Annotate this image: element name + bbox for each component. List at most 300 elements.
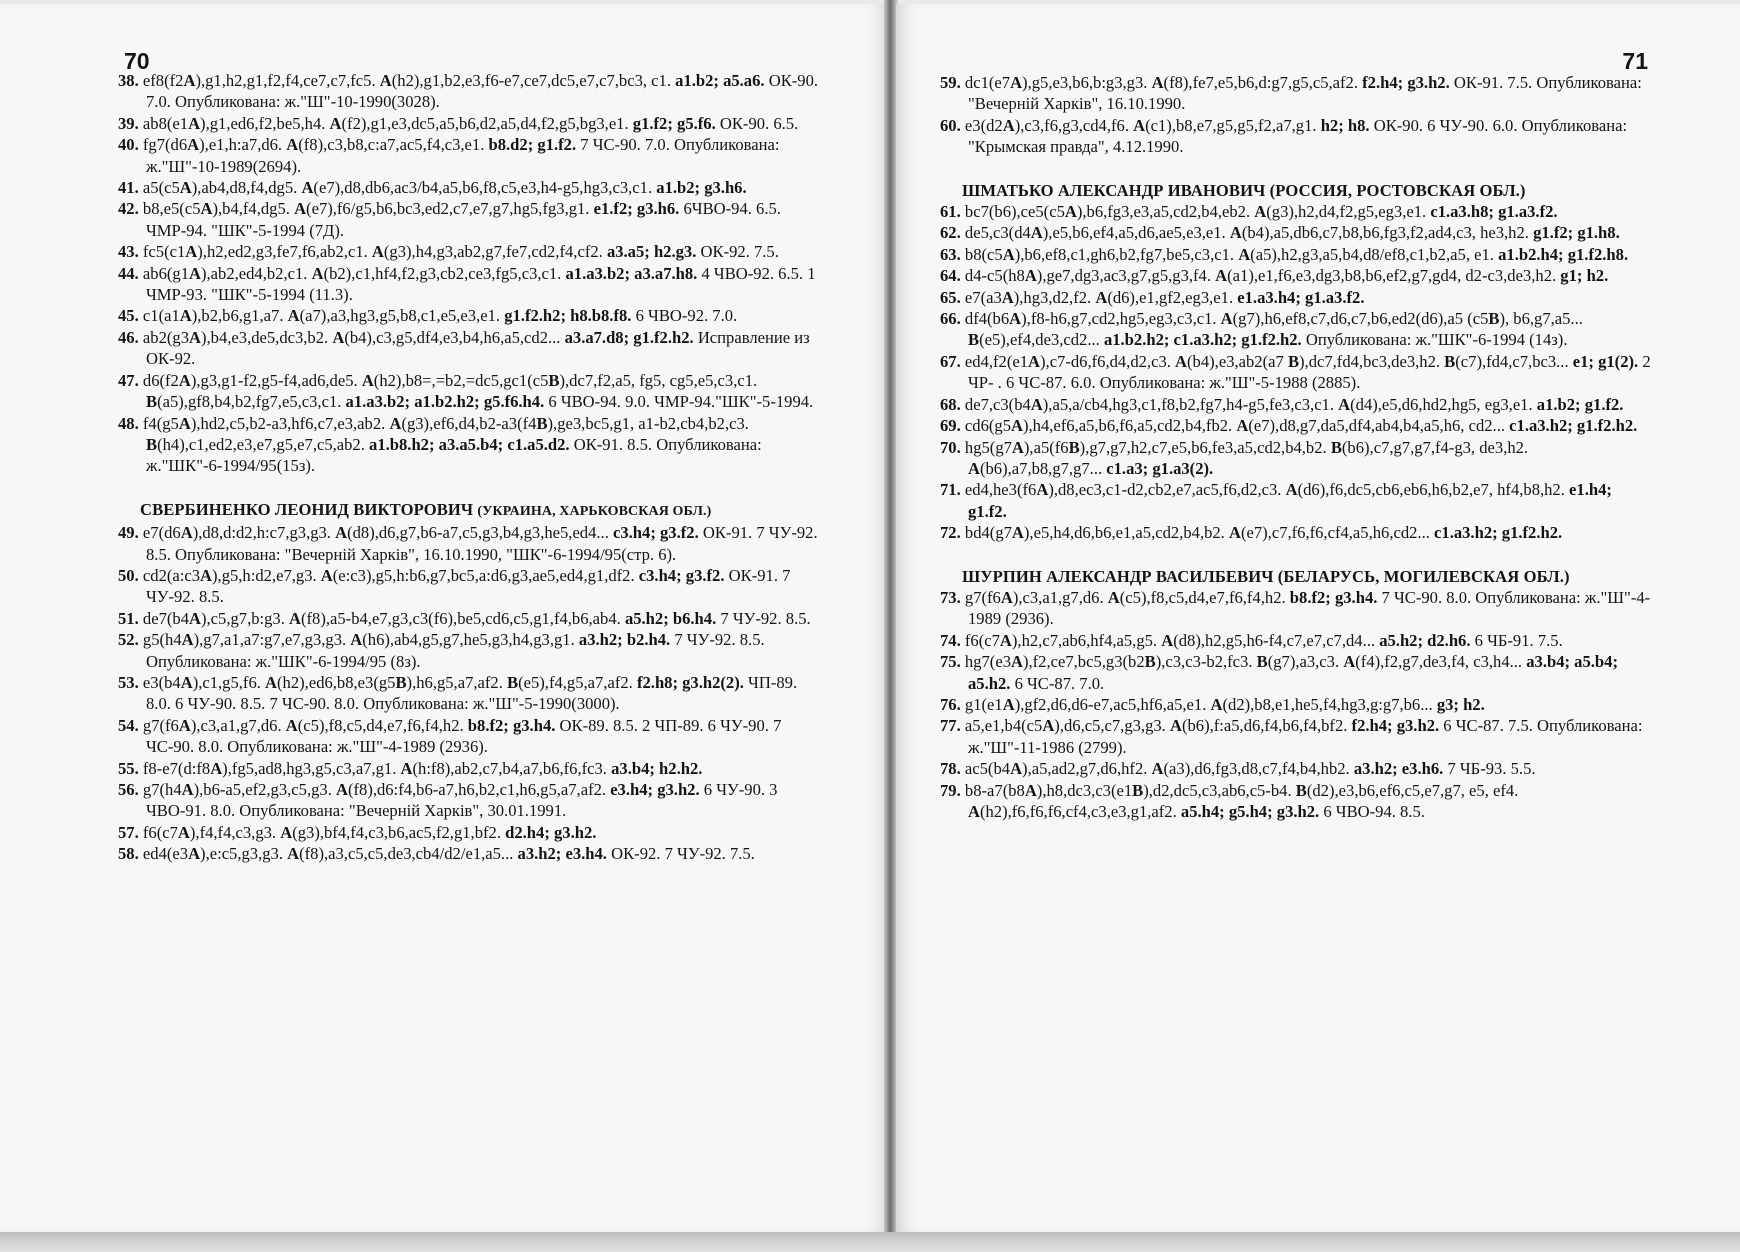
- text-segment: ),c1,g5,f6.: [192, 672, 266, 692]
- text-segment: ),f4,f4,c3,g3.: [189, 822, 281, 842]
- problem-entry: [118, 198, 823, 241]
- text-segment: (d4),e5,d6,hd2,hg5, eg3,e1.: [1350, 394, 1537, 414]
- problem-entry: [940, 415, 1653, 436]
- bold-segment: B: [1295, 780, 1307, 800]
- bold-segment: a1.b2.h2; c1.a3.h2; g1.f2.h2.: [1103, 330, 1302, 350]
- bold-segment: B: [968, 330, 980, 350]
- text-segment: g7(h4: [142, 780, 182, 799]
- problem-entry: [940, 201, 1653, 222]
- problem-entry: [118, 370, 823, 413]
- bold-segment: A: [1215, 266, 1228, 286]
- bold-segment: f2.h4; g3.h2.: [1351, 716, 1440, 736]
- text-segment: ),g1,h2,g1,f2,f4,ce7,c7,fc5.: [195, 71, 380, 90]
- text-segment: (f8),c3,b8,c:a7,ac5,f4,c3,e1.: [298, 135, 489, 155]
- left-page: [0, 4, 888, 1232]
- text-segment: 6 ЧС-87. 7.0.: [1010, 673, 1105, 693]
- text-segment: (h4),c1,ed2,e3,e7,g5,e7,c5,ab2.: [157, 434, 370, 454]
- text-segment: fg7(d6: [142, 135, 188, 155]
- text-segment: (e7),f6/g5,b6,bc3,ed2,c7,e7,g7,hg5,fg3,g1.: [306, 199, 594, 219]
- text-segment: 7 ЧУ-92. 8.5. Опубликована: ж."ШК"-6-1994/95 (8з).: [146, 630, 765, 671]
- problem-entry: [940, 694, 1653, 715]
- text-segment: 6 ЧБ-91. 7.5.: [1470, 630, 1563, 650]
- entry-number: 55.: [118, 758, 139, 778]
- text-segment: (g3),h2,d4,f2,g5,eg3,e1.: [1266, 202, 1431, 222]
- bold-segment: a3.h2; e3.h4.: [517, 844, 607, 864]
- text-segment: 4 ЧВО-92. 6.5. 1 ЧМР-93. "ШК"-5-1994 (11.3).: [146, 263, 816, 305]
- text-segment: ab6(g1: [142, 263, 189, 283]
- bold-segment: a3.a7.d8; g1.f2.h2.: [564, 327, 694, 347]
- section-heading: [962, 180, 1653, 201]
- problem-entry: [940, 758, 1653, 779]
- text-segment: ),hg3,d2,f2.: [1013, 287, 1096, 307]
- text-segment: ),g1,ed6,f2,be5,h4.: [200, 113, 330, 133]
- text-segment: f6(c7: [964, 630, 1000, 650]
- text-segment: ),d8,ec3,c1-d2,cb2,e7,ac5,f6,d2,c3.: [1048, 480, 1286, 500]
- text-segment: ac5(b4: [964, 759, 1011, 779]
- text-segment: ),b4,e3,de5,dc3,b2.: [200, 327, 333, 347]
- bold-segment: A: [188, 844, 201, 864]
- text-segment: ),h2,c7,ab6,hf4,a5,g5.: [1011, 630, 1162, 650]
- bold-segment: A: [1036, 480, 1049, 500]
- text-segment: ),dc7,fd4,bc3,de3,h2.: [1299, 351, 1445, 371]
- text-segment: ),ge7,dg3,ac3,g7,g5,g3,f4.: [1036, 266, 1216, 286]
- text-segment: fc5(c1: [142, 242, 186, 262]
- text-segment: ),b6,ef8,c1,gh6,b2,fg7,be5,c3,c1.: [1014, 244, 1239, 264]
- bold-segment: A: [1151, 73, 1164, 92]
- text-segment: e7(d6: [142, 523, 181, 543]
- bold-segment: A: [286, 135, 299, 155]
- text-segment: cd2(a:c3: [142, 565, 201, 585]
- bold-segment: A: [389, 413, 402, 433]
- text-segment: ),fg5,ad8,hg3,g5,c3,a7,g1.: [222, 758, 401, 778]
- text-segment: ),h2,ed2,g3,fe7,f6,ab2,c1.: [197, 242, 372, 262]
- text-segment: (d8),h2,g5,h6-f4,c7,e7,c7,d4...: [1173, 630, 1380, 650]
- author-name: СВЕРБИНЕНКО ЛЕОНИД ВИКТОРОВИЧ: [140, 499, 474, 519]
- text-segment: ОК-91. 7 ЧУ-92. 8.5.: [146, 565, 791, 607]
- bold-segment: A: [287, 844, 300, 864]
- bold-segment: f2.h4; g3.h2.: [1362, 73, 1450, 92]
- text-segment: ),c3,f6,g3,cd4,f6.: [1014, 115, 1134, 135]
- bold-segment: A: [999, 630, 1012, 650]
- text-segment: ),b2,b6,g1,a7.: [191, 306, 288, 326]
- bold-segment: A: [265, 672, 278, 692]
- bold-segment: A: [1011, 652, 1023, 672]
- text-segment: (d2),e3,b6,ef6,c5,e7,g7, e5, ef4.: [1306, 780, 1519, 800]
- text-segment: (c5),f8,c5,d4,e7,f6,f4,h2.: [297, 715, 468, 735]
- problem-entry: [940, 479, 1653, 522]
- entry-number: 79.: [940, 780, 961, 800]
- bold-segment: A: [177, 822, 190, 842]
- text-segment: 7 ЧБ-93. 5.5.: [1443, 759, 1536, 779]
- bold-segment: A: [181, 630, 194, 650]
- bold-segment: a3.h2; b2.h4.: [578, 630, 671, 650]
- text-segment: ),c5,g7,b:g3.: [200, 608, 290, 628]
- text-segment: ),e:c5,g3,g3.: [200, 844, 288, 864]
- bold-segment: A: [294, 199, 307, 219]
- bold-segment: A: [1010, 73, 1023, 92]
- problem-entry: [118, 822, 823, 843]
- text-segment: ),f2,ce7,bc5,g3(b2: [1022, 652, 1145, 672]
- bold-segment: A: [189, 263, 201, 283]
- bold-segment: e1.a3.h4; g1.a3.f2.: [1237, 287, 1365, 307]
- entry-number: 53.: [118, 672, 139, 692]
- text-segment: hg5(g7: [964, 437, 1012, 457]
- problem-entry: [940, 244, 1653, 265]
- bold-segment: B: [395, 672, 407, 692]
- entry-number: 40.: [118, 135, 139, 155]
- text-segment: (e5),f4,g5,a7,af2.: [518, 672, 637, 692]
- bold-segment: A: [1343, 652, 1356, 672]
- text-segment: ОК-90. 7.0. Опубликована: ж."Ш"-10-1990(3028).: [146, 71, 819, 112]
- text-segment: (b6),f:a5,d6,f4,b6,f4,bf2.: [1181, 716, 1352, 736]
- bold-segment: A: [1030, 223, 1043, 243]
- bold-segment: A: [180, 523, 193, 543]
- text-segment: hg7(e3: [964, 652, 1011, 672]
- entry-number: 43.: [118, 242, 139, 262]
- problem-entry: [118, 522, 823, 565]
- text-segment: (h2),f6,f6,f6,cf4,c3,e3,g1,af2.: [979, 802, 1181, 821]
- problem-entry: [940, 630, 1653, 651]
- text-segment: b8(c5: [964, 244, 1003, 264]
- bold-segment: A: [188, 113, 201, 133]
- bold-segment: A: [1011, 416, 1023, 436]
- entry-number: 42.: [118, 199, 139, 219]
- bold-segment: A: [1285, 480, 1298, 500]
- entry-number: 77.: [940, 716, 961, 736]
- bold-segment: A: [210, 758, 223, 778]
- bold-segment: f2.h8; g3.h2(2).: [636, 672, 744, 692]
- entry-number: 45.: [118, 306, 139, 326]
- text-segment: cd6(g5: [964, 416, 1011, 436]
- text-segment: ),b6-a5,ef2,g3,c5,g3.: [193, 780, 336, 799]
- bold-segment: a3.b4; a5.b4; a5.h2.: [968, 652, 1618, 693]
- bold-segment: a5.h4; g5.h4; g3.h2.: [1180, 802, 1320, 821]
- entry-number: 72.: [940, 523, 961, 543]
- problem-entry: [118, 263, 823, 306]
- entry-number: 76.: [940, 694, 961, 714]
- text-segment: (e:c3),g5,h:b6,g7,bc5,a:d6,g3,ae5,ed4,g1,df2.: [332, 565, 639, 585]
- bold-segment: A: [189, 327, 201, 347]
- text-segment: (f8),a5-b4,e7,g3,c3(f6),be5,cd6,c5,g1,f4,b6,ab4.: [301, 608, 625, 628]
- problem-entry: [940, 115, 1653, 158]
- bold-segment: A: [1236, 416, 1249, 436]
- bold-segment: A: [200, 199, 213, 219]
- bold-segment: A: [1161, 630, 1174, 650]
- text-segment: (c1),b8,e7,g5,g5,f2,a7,g1.: [1145, 115, 1321, 135]
- text-segment: ),c3,a1,g7,d6.: [1012, 587, 1108, 607]
- text-segment: (a3),d6,fg3,d8,c7,f4,b4,hb2.: [1163, 759, 1354, 779]
- bold-segment: B: [548, 370, 560, 390]
- text-segment: (d8),d6,g7,b6-a7,c5,g3,b4,g3,he5,ed4...: [347, 523, 613, 543]
- bold-segment: b8.f2; g3.h4.: [1289, 587, 1378, 607]
- text-segment: (e7),d8,g7,da5,df4,ab4,b4,a5,h6, cd2...: [1248, 416, 1510, 436]
- entry-number: 74.: [940, 630, 961, 650]
- bold-segment: A: [1001, 287, 1014, 307]
- page-content: [118, 70, 823, 865]
- text-segment: ab8(e1: [142, 113, 189, 133]
- entry-number: 75.: [940, 652, 961, 672]
- problem-entry: [940, 222, 1653, 243]
- text-segment: (f4),f2,g7,de3,f4, c3,h4...: [1355, 652, 1527, 672]
- text-segment: (a7),a3,hg3,g5,b8,c1,e5,e3,e1.: [299, 306, 505, 326]
- bold-segment: a1.a3.b2; a1.b2.h2; g5.f6.h4.: [345, 392, 545, 412]
- bold-segment: A: [1010, 759, 1023, 779]
- text-segment: 6 ЧВО-94. 9.0. ЧМР-94."ШК"-5-1994.: [544, 392, 814, 412]
- text-segment: (g3),h4,g3,ab2,g7,fe7,cd2,f4,cf2.: [383, 242, 607, 262]
- text-segment: 2 ЧР- . 6 ЧС-87. 6.0. Опубликована: ж."Ш"-5-1988 (2885).: [968, 351, 1651, 393]
- bold-segment: A: [379, 71, 392, 90]
- text-segment: ),dc7,f2,a5, fg5, cg5,e5,c3,c1.: [559, 370, 758, 390]
- entry-number: 69.: [940, 416, 961, 436]
- text-segment: df4(b6: [964, 309, 1010, 329]
- text-segment: ),d6,c5,c7,g3,g3.: [1054, 716, 1170, 736]
- bold-segment: A: [1095, 287, 1108, 307]
- text-segment: ),ab2,ed4,b2,c1.: [200, 263, 312, 283]
- problem-entry: [940, 780, 1653, 823]
- entry-number: 61.: [940, 202, 961, 222]
- bold-segment: A: [1064, 202, 1077, 222]
- bold-segment: A: [1030, 394, 1043, 414]
- text-segment: ),c7-d6,f6,d4,d2,c3.: [1040, 351, 1176, 371]
- entry-number: 48.: [118, 413, 139, 433]
- problem-entry: [118, 113, 823, 134]
- bold-segment: g1; h2.: [1560, 266, 1609, 286]
- text-segment: Опубликована: ж."ШК"-6-1994 (14з).: [1301, 330, 1568, 350]
- bold-segment: A: [400, 758, 413, 778]
- bold-segment: a1.b2; g1.f2.: [1536, 394, 1624, 414]
- bold-segment: a3.h2; e3.h6.: [1353, 759, 1444, 779]
- text-segment: (h2),ed6,b8,e3(g5: [277, 672, 396, 692]
- text-segment: ),a5,ad2,g7,d6,hf2.: [1022, 759, 1152, 779]
- problem-entry: [118, 608, 823, 629]
- bold-segment: A: [1169, 716, 1182, 736]
- entry-number: 62.: [940, 223, 961, 243]
- entry-number: 65.: [940, 287, 961, 307]
- bold-segment: A: [185, 242, 198, 262]
- entry-number: 41.: [118, 178, 139, 198]
- text-segment: ), b6,g7,a5...: [1499, 309, 1583, 329]
- bold-segment: A: [178, 715, 191, 735]
- entry-number: 47.: [118, 370, 139, 390]
- text-segment: (g7),h6,ef8,c7,d6,c7,b6,ed2(d6),a5 (c5: [1232, 309, 1489, 329]
- bold-segment: B: [507, 672, 519, 692]
- bold-segment: A: [1009, 309, 1022, 329]
- bold-segment: A: [180, 672, 193, 692]
- text-segment: (e7),d8,db6,ac3/b4,a5,b6,f8,c5,e3,h4-g5,hg3,c3,c1.: [313, 178, 657, 198]
- text-segment: (f8),fe7,e5,b6,d:g7,g5,c5,af2.: [1163, 73, 1363, 92]
- text-segment: b8-a7(b8: [964, 780, 1025, 800]
- page-bottom-edge: [0, 1232, 1740, 1252]
- bold-segment: B: [1488, 309, 1500, 329]
- problem-entry: [118, 672, 823, 715]
- bold-segment: B: [1256, 652, 1268, 672]
- text-segment: (a5),gf8,b4,b2,fg7,e5,c3,c1.: [157, 392, 346, 412]
- text-segment: ef8(f2: [142, 71, 184, 90]
- text-segment: bd4(g7: [964, 523, 1012, 543]
- text-segment: bc7(b6),ce5(c5: [964, 202, 1065, 222]
- text-segment: ),d8,d:d2,h:c7,g3,g3.: [192, 523, 336, 543]
- text-segment: ),c3,a1,g7,d6.: [190, 715, 286, 735]
- bold-segment: c1.a3.h2; g1.f2.h2.: [1434, 523, 1563, 543]
- bold-segment: g3; h2.: [1436, 694, 1485, 714]
- bold-segment: A: [301, 178, 314, 198]
- problem-entry: [940, 351, 1653, 394]
- text-segment: 6ЧВО-94. 6.5. ЧМР-94. "ШК"-5-1994 (7Д).: [146, 199, 781, 240]
- problem-entry: [118, 843, 823, 864]
- text-segment: 7 ЧУ-92. 8.5.: [716, 608, 811, 628]
- text-segment: (b6),a7,b8,g7,g7...: [979, 458, 1107, 478]
- right-page: [896, 4, 1740, 1232]
- bold-segment: a1.b2.h4; g1.f2.h8.: [1498, 244, 1629, 264]
- bold-segment: B: [1444, 351, 1456, 371]
- text-segment: (g3),ef6,d4,b2-a3(f4: [401, 413, 537, 433]
- bold-segment: A: [1002, 244, 1015, 264]
- bold-segment: a3.b4; h2.h2.: [611, 758, 703, 778]
- problem-entry: [118, 305, 823, 326]
- bold-segment: A: [336, 780, 348, 799]
- text-segment: (b2),c1,hf4,f2,g3,cb2,ce3,fg5,c3,c1.: [323, 263, 566, 283]
- page-number: 71: [1622, 48, 1648, 74]
- problem-entry: [118, 177, 823, 198]
- text-segment: ОК-90. 6 ЧУ-90. 6.0. Опубликована: "Крымская правда", 4.12.1990.: [968, 115, 1628, 157]
- text-segment: ОК-89. 8.5. 2 ЧП-89. 6 ЧУ-90. 7 ЧС-90. 8.0. Опубликована: ж."Ш"-4-1989 (2936).: [146, 715, 782, 757]
- text-segment: ),b4,f4,dg5.: [212, 199, 295, 219]
- bold-segment: A: [1133, 115, 1146, 135]
- text-segment: ),g5,h:d2,e7,g3.: [212, 565, 321, 585]
- bold-segment: e1.f2; g3.h6.: [593, 199, 680, 219]
- author-region: (УКРАИНА, ХАРЬКОВСКАЯ ОБЛ.): [477, 503, 712, 519]
- text-segment: ed4,f2(e1: [964, 351, 1029, 371]
- bold-segment: e1; g1(2).: [1572, 351, 1639, 371]
- bold-segment: c1.a3.h2; g1.f2.h2.: [1509, 416, 1638, 436]
- bold-segment: A: [1024, 780, 1037, 800]
- text-segment: (a5),h2,g3,a5,b4,d8/ef8,c1,b2,a5, e1.: [1250, 244, 1499, 264]
- bold-segment: b8.f2; g3.h4.: [467, 715, 556, 735]
- entry-number: 63.: [940, 244, 961, 264]
- text-segment: ed4,he3(f6: [964, 480, 1037, 500]
- bold-segment: d2.h4; g3.h2.: [505, 822, 597, 842]
- entry-number: 73.: [940, 587, 961, 607]
- problem-entry: [940, 587, 1653, 630]
- problem-entry: [940, 308, 1653, 351]
- bold-segment: A: [1238, 244, 1251, 264]
- text-segment: ),ab4,d8,f4,dg5.: [191, 178, 302, 198]
- bold-segment: a1.b2; a5.a6.: [675, 71, 765, 90]
- entry-number: 49.: [118, 523, 139, 543]
- entry-number: 46.: [118, 327, 139, 347]
- bold-segment: a5.h2; b6.h4.: [624, 608, 717, 628]
- entry-number: 57.: [118, 822, 139, 842]
- entry-number: 54.: [118, 715, 139, 735]
- bold-segment: A: [178, 370, 191, 390]
- text-segment: (b6),c7,g7,g7,f4-g3, de3,h2.: [1341, 437, 1529, 457]
- text-segment: 6 ЧУ-90. 3 ЧВО-91. 8.0. Опубликована: "Вечерній Харків", 30.01.1991.: [146, 780, 778, 821]
- entry-number: 66.: [940, 309, 961, 329]
- bold-segment: A: [289, 608, 301, 628]
- text-segment: (e5),ef4,de3,cd2...: [979, 330, 1104, 350]
- problem-entry: [940, 265, 1653, 286]
- page-number: 70: [124, 48, 150, 74]
- text-segment: (g7),a3,c3.: [1267, 652, 1344, 672]
- text-segment: (b4),c3,g5,df4,e3,b4,h6,a5,cd2...: [344, 327, 565, 347]
- bold-segment: A: [183, 71, 196, 90]
- text-segment: f4(g5: [142, 413, 179, 433]
- text-segment: g7(f6: [142, 715, 179, 735]
- entry-number: 60.: [940, 115, 961, 135]
- text-segment: d6(f2: [142, 370, 179, 390]
- text-segment: (e7),c7,f6,f6,cf4,a5,h6,cd2...: [1240, 523, 1435, 543]
- entry-number: 68.: [940, 394, 961, 414]
- text-segment: ),h6,g5,a7,af2.: [406, 672, 508, 692]
- entry-number: 50.: [118, 565, 139, 585]
- section-heading: [140, 499, 823, 522]
- text-segment: a5,e1,b4(c5: [964, 716, 1043, 736]
- entry-number: 39.: [118, 113, 139, 133]
- bold-segment: A: [181, 780, 194, 799]
- problem-entry: [118, 134, 823, 177]
- text-segment: ),f8-h6,g7,cd2,hg5,eg3,c3,c1.: [1021, 309, 1221, 329]
- text-segment: e7(a3: [964, 287, 1002, 307]
- text-segment: ed4(e3: [142, 844, 189, 864]
- entry-number: 70.: [940, 437, 961, 457]
- bold-segment: A: [179, 306, 192, 326]
- entry-number: 51.: [118, 608, 139, 628]
- text-segment: ab2(g3: [142, 327, 189, 347]
- text-segment: (d6),e1,gf2,eg3,e1.: [1107, 287, 1238, 307]
- text-segment: (h6),ab4,g5,g7,he5,g3,h4,g3,g1.: [362, 630, 579, 650]
- text-segment: 6 ЧВО-94. 8.5.: [1319, 802, 1425, 821]
- page-content: [940, 72, 1653, 822]
- problem-entry: [940, 715, 1653, 758]
- text-segment: ),e5,h4,d6,b6,e1,a5,cd2,b4,b2.: [1023, 523, 1229, 543]
- text-segment: ),hd2,c5,b2-a3,hf6,c7,e3,ab2.: [190, 413, 390, 433]
- author-name: ШУРПИН АЛЕКСАНДР ВАСИЛБЕВИЧ (БЕЛАРУСЬ, МОГИЛЕВСКАЯ ОБЛ.): [962, 566, 1570, 586]
- text-segment: ОК-91. 8.5. Опубликована: ж."ШК"-6-1994/95(15з).: [146, 434, 762, 476]
- bold-segment: A: [311, 263, 324, 283]
- bold-segment: B: [1068, 437, 1080, 457]
- text-segment: ОК-91. 7.5. Опубликована: "Вечерній Харків", 16.10.1990.: [968, 73, 1642, 114]
- text-segment: ОК-92. 7 ЧУ-92. 7.5.: [606, 844, 755, 864]
- bold-segment: b8.d2; g1.f2.: [488, 135, 577, 155]
- bold-segment: A: [1228, 523, 1241, 543]
- bold-segment: A: [968, 458, 980, 478]
- text-segment: (h:f8),ab2,c7,b4,a7,b6,f6,fc3.: [412, 758, 612, 778]
- bold-segment: c1.a3; g1.a3(2).: [1106, 458, 1214, 478]
- bold-segment: A: [1210, 694, 1223, 714]
- problem-entry: [118, 70, 823, 113]
- bold-segment: A: [1028, 351, 1041, 371]
- text-segment: ),e1,h:a7,d6.: [199, 135, 287, 155]
- entry-number: 38.: [118, 71, 139, 90]
- bold-segment: A: [189, 608, 201, 628]
- bold-segment: a3.a5; h2.g3.: [606, 242, 697, 262]
- bold-segment: A: [371, 242, 384, 262]
- bold-segment: A: [320, 565, 333, 585]
- section-heading: [962, 566, 1653, 587]
- bold-segment: A: [285, 715, 298, 735]
- bold-segment: A: [178, 413, 191, 433]
- problem-entry: [118, 565, 823, 608]
- problem-entry: [940, 522, 1653, 543]
- text-segment: g5(h4: [142, 630, 182, 650]
- entry-number: 58.: [118, 844, 139, 864]
- text-segment: (a1),e1,f6,e3,dg3,b8,b6,ef2,g7,gd4, d2-c3,de3,h2.: [1227, 266, 1561, 286]
- bold-segment: A: [1011, 437, 1024, 457]
- text-segment: (d2),b8,e1,he5,f4,hg3,g:g7,b6...: [1222, 694, 1437, 714]
- problem-entry: [940, 437, 1653, 480]
- bold-segment: e1.h4; g1.f2.: [968, 480, 1612, 521]
- text-segment: ),g7,g7,h2,c7,e5,b6,fe3,a5,cd2,b4,b2.: [1079, 437, 1331, 457]
